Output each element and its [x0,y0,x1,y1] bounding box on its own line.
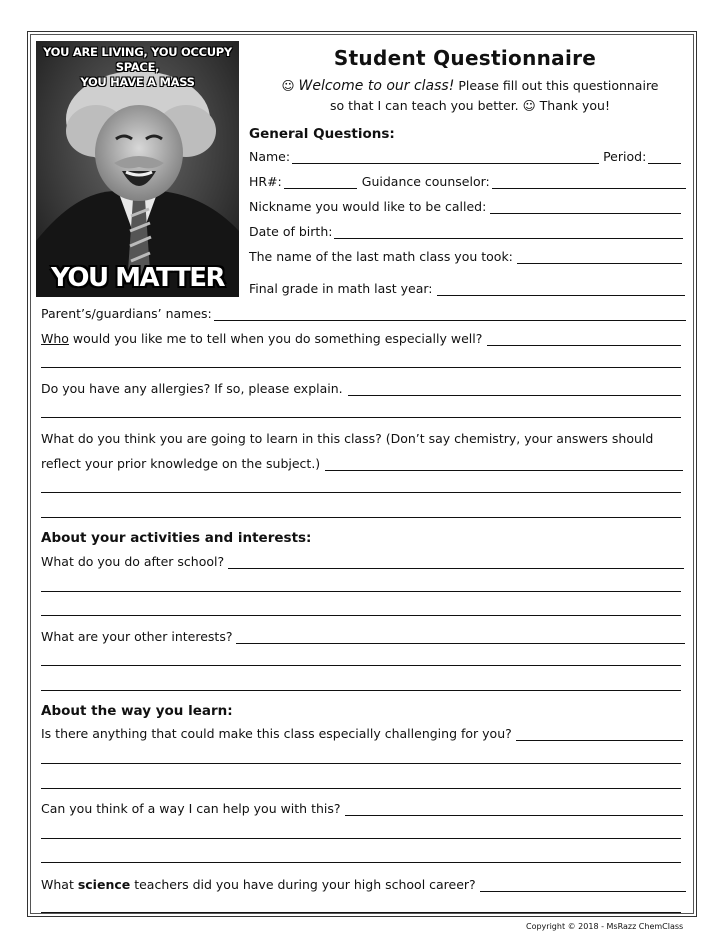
einstein-meme-image [36,41,239,297]
nickname-label: Nickname you would like to be called: [249,199,487,214]
nickname-row [249,196,681,214]
learn-answer-line-2[interactable] [41,517,681,518]
allergies-label: Do you have any allergies? If so, please explain. [41,381,343,396]
period-field[interactable] [648,149,681,164]
after-school-field[interactable] [228,554,684,569]
nickname-field[interactable] [490,199,681,214]
challenging-row [41,723,683,741]
meme-top-line-2: YOU HAVE A MASS [80,75,195,89]
challenging-label: Is there anything that could make this class especially challenging for you? [41,726,512,741]
welcome-line-2: so that I can teach you better. ☺ Thank you! [330,98,610,113]
who-answer-line[interactable] [41,367,681,368]
interests-answer-line-2[interactable] [41,690,681,691]
hr-label: HR#: [249,174,282,189]
help-answer-line-1[interactable] [41,838,681,839]
interests-label: What are your other interests? [41,629,233,644]
general-questions-heading: General Questions: [249,126,395,142]
science-bold: science [77,877,131,892]
parents-field[interactable] [214,306,686,321]
interests-answer-line-1[interactable] [41,665,681,666]
after-school-answer-line-2[interactable] [41,615,681,616]
name-row [249,146,681,164]
page-title: Student Questionnaire [333,46,597,70]
science-answer-line[interactable] [41,912,681,913]
meme-top-line-1: YOU ARE LIVING, YOU OCCUPY SPACE, [43,45,232,74]
counselor-label: Guidance counselor: [361,174,490,189]
who-label [41,331,482,346]
after-school-answer-line-1[interactable] [41,591,681,592]
last-math-field[interactable] [517,249,682,264]
meme-bottom-text: YOU MATTER [51,263,224,293]
last-math-row [249,246,682,264]
allergies-answer-line[interactable] [41,417,681,418]
allergies-field[interactable] [348,381,681,396]
parents-label: Parent’s/guardians’ names: [41,306,212,321]
activities-heading: About your activities and interests: [41,530,312,546]
welcome-message [250,76,690,116]
who-row [41,328,681,346]
name-field[interactable] [292,149,599,164]
interests-row [41,626,685,644]
challenging-field[interactable] [516,726,683,741]
science-post: teachers did you have during your high school career? [134,877,476,892]
after-school-label: What do you do after school? [41,554,225,569]
final-grade-field[interactable] [437,281,685,296]
interests-field[interactable] [236,629,685,644]
meme-top-text [36,45,239,90]
help-row [41,798,683,816]
final-grade-label: Final grade in math last year: [249,281,433,296]
welcome-italic: Welcome to our class! [298,78,455,94]
learn-answer-line-1[interactable] [41,492,681,493]
science-label [41,877,476,892]
smile-icon: ☺ [281,78,295,93]
learning-heading: About the way you learn: [41,703,233,719]
help-field[interactable] [345,801,683,816]
who-field[interactable] [487,331,681,346]
last-math-label: The name of the last math class you took: [249,249,513,264]
dob-label: Date of birth: [249,224,333,239]
after-school-row [41,551,684,569]
counselor-field[interactable] [492,174,686,189]
who-rest: would you like me to tell when you do something especially well? [72,331,483,346]
period-label: Period: [603,149,647,164]
challenging-answer-line-2[interactable] [41,788,681,789]
dob-field[interactable] [334,224,683,239]
challenging-answer-line-1[interactable] [41,763,681,764]
final-grade-row [249,278,685,296]
parents-row [41,303,686,321]
science-field[interactable] [480,877,686,892]
learn-row-1 [41,428,691,446]
learn-label-2: reflect your prior knowledge on the subject.) [41,456,321,471]
hr-field[interactable] [284,174,357,189]
welcome-line-1 [250,76,690,96]
copyright-text: Copyright © 2018 - MsRazz ChemClass [526,922,684,931]
dob-row [249,221,683,239]
name-label: Name: [249,149,291,164]
help-answer-line-2[interactable] [41,862,681,863]
science-row [41,874,686,892]
learn-row-2 [41,453,683,471]
hr-row [249,171,686,189]
science-pre: What [41,877,74,892]
help-label: Can you think of a way I can help you with this? [41,801,341,816]
learn-label-1: What do you think you are going to learn in this class? (Don’t say chemistry, your answers should [41,431,654,446]
welcome-rest: Please fill out this questionnaire [458,78,659,93]
learn-field[interactable] [325,456,683,471]
who-word: Who [41,331,69,346]
allergies-row [41,378,681,396]
